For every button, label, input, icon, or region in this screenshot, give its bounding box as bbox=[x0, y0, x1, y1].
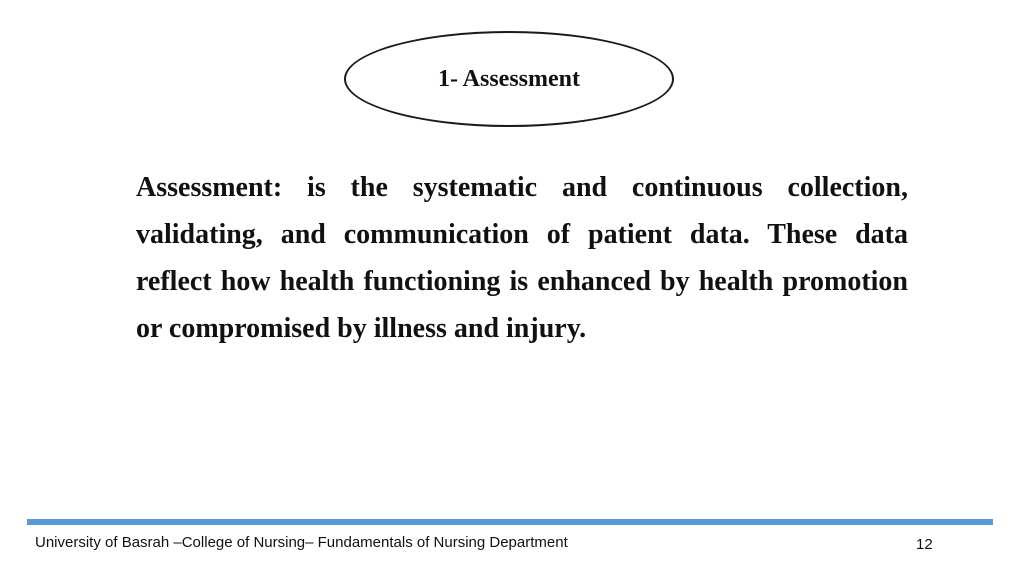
footer-divider bbox=[27, 519, 993, 525]
definition-paragraph: Assessment: is the systematic and continuous collection, validating, and communication of patient data. These data reflect how health functioning is enhanced by health promotion or compromised by illness and injury. bbox=[136, 172, 908, 344]
page-number: 12 bbox=[916, 536, 933, 553]
footer-institution: University of Basrah –College of Nursing– Fundamentals of Nursing Department bbox=[35, 534, 568, 551]
slide-title: 1- Assessment bbox=[438, 65, 580, 92]
title-oval bbox=[344, 31, 674, 127]
